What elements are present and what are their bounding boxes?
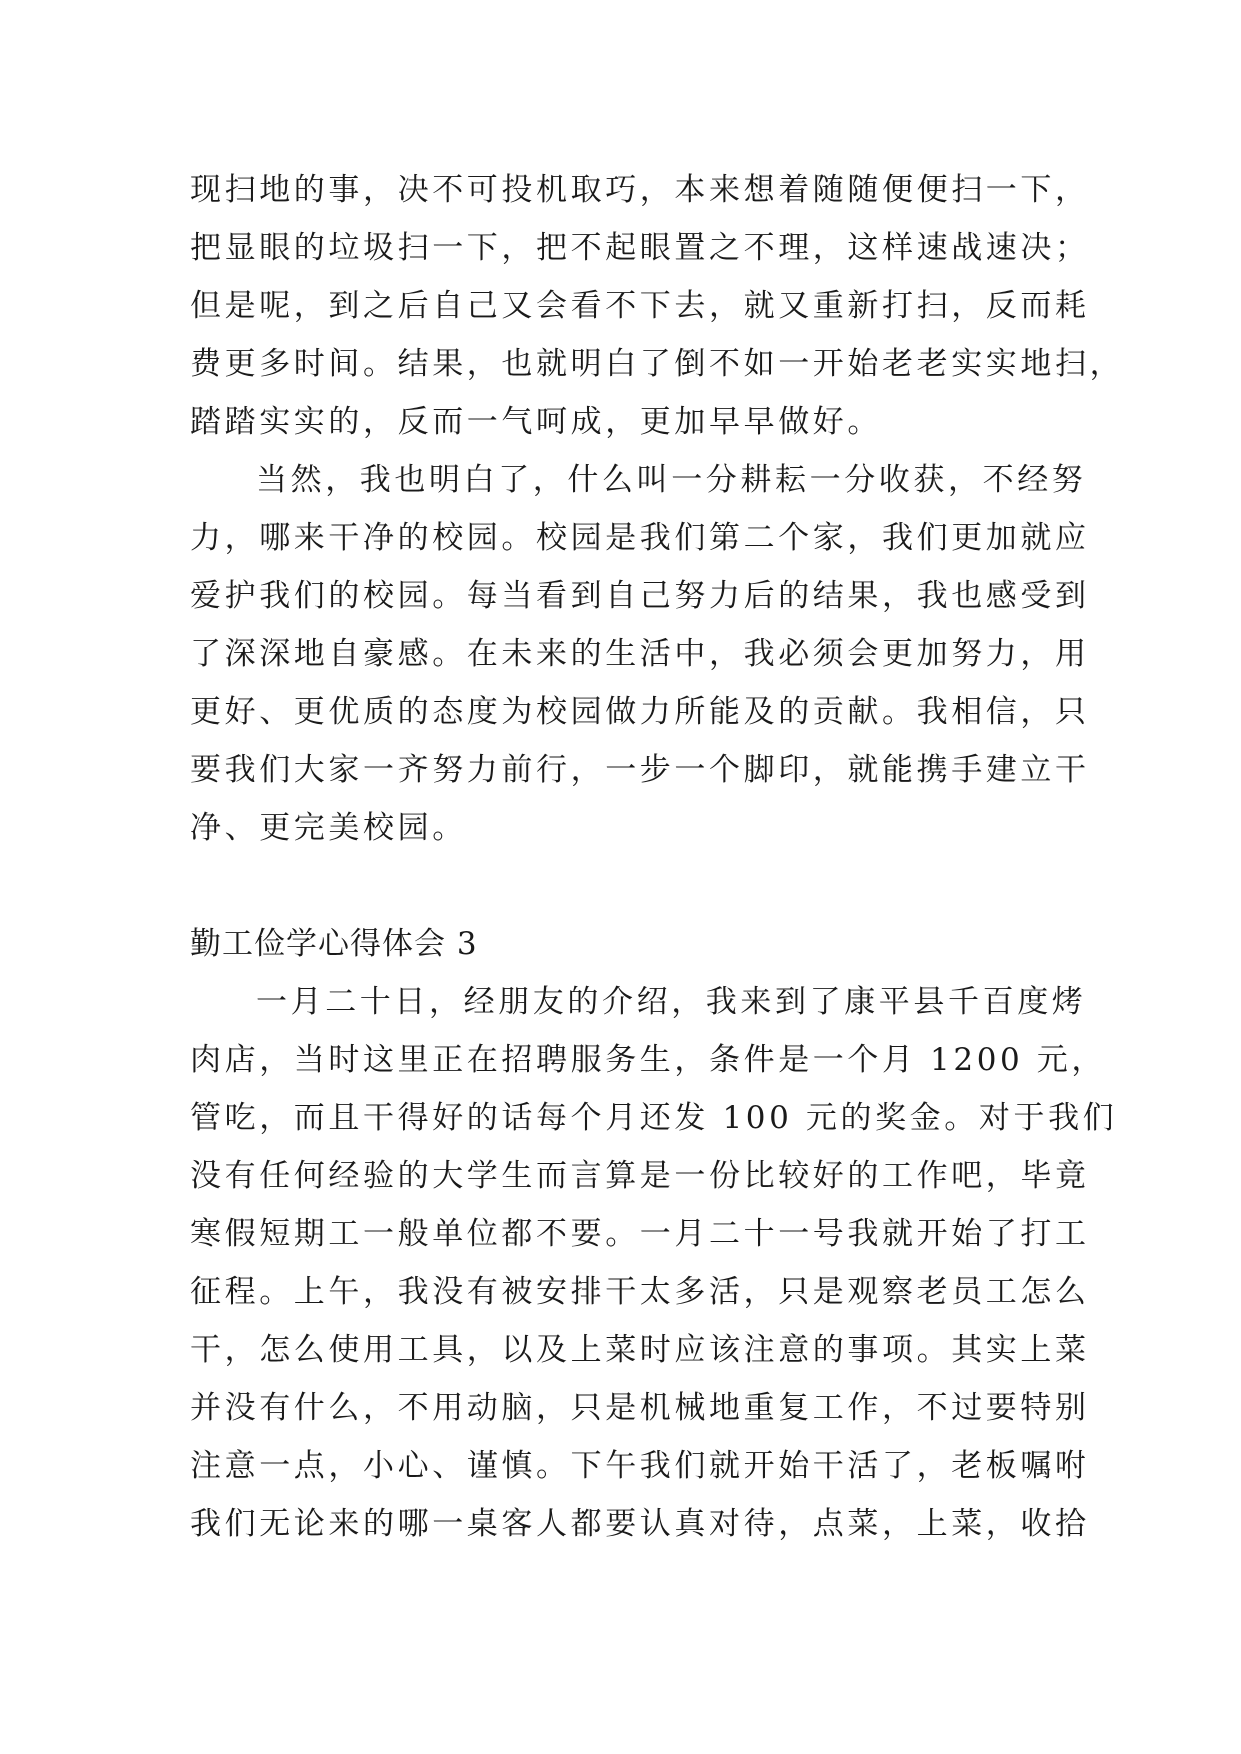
paragraph-line: 征程。上午，我没有被安排干太多活，只是观察老员工怎么 [190, 1274, 1090, 1310]
paragraph-line: 净、更完美校园。 [190, 810, 467, 846]
paragraph-line: 肉店，当时这里正在招聘服务生，条件是一个月 1200 元， [190, 1042, 1106, 1078]
paragraph-line: 一月二十日，经朋友的介绍，我来到了康平县千百度烤 [256, 984, 1087, 1020]
paragraph-line: 现扫地的事，决不可投机取巧，本来想着随随便便扫一下， [190, 172, 1090, 208]
paragraph-line: 管吃，而且干得好的话每个月还发 100 元的奖金。对于我们 [190, 1100, 1118, 1136]
paragraph-line: 把显眼的垃圾扫一下，把不起眼置之不理，这样速战速决； [190, 230, 1090, 266]
paragraph-line: 我们无论来的哪一桌客人都要认真对待，点菜，上菜，收拾 [190, 1506, 1090, 1542]
paragraph-line: 没有任何经验的大学生而言算是一份比较好的工作吧，毕竟 [190, 1158, 1090, 1194]
paragraph-line: 更好、更优质的态度为校园做力所能及的贡献。我相信，只 [190, 694, 1090, 730]
paragraph-line: 当然，我也明白了，什么叫一分耕耘一分收获，不经努 [256, 462, 1087, 498]
paragraph-line: 寒假短期工一般单位都不要。一月二十一号我就开始了打工 [190, 1216, 1090, 1252]
paragraph-line: 力，哪来干净的校园。校园是我们第二个家，我们更加就应 [190, 520, 1090, 556]
paragraph-line: 要我们大家一齐努力前行，一步一个脚印，就能携手建立干 [190, 752, 1090, 788]
paragraph-line: 了深深地自豪感。在未来的生活中，我必须会更加努力，用 [190, 636, 1090, 672]
paragraph-line: 踏踏实实的，反而一气呵成，更加早早做好。 [190, 404, 882, 440]
paragraph-line: 并没有什么，不用动脑，只是机械地重复工作，不过要特别 [190, 1390, 1090, 1426]
paragraph-line: 注意一点，小心、谨慎。下午我们就开始干活了，老板嘱咐 [190, 1448, 1090, 1484]
paragraph-line: 费更多时间。结果，也就明白了倒不如一开始老老实实地扫， [190, 346, 1125, 382]
paragraph-line: 但是呢，到之后自己又会看不下去，就又重新打扫，反而耗 [190, 288, 1090, 324]
paragraph-line: 干，怎么使用工具，以及上菜时应该注意的事项。其实上菜 [190, 1332, 1090, 1368]
section-heading: 勤工俭学心得体会 3 [190, 926, 478, 962]
paragraph-line: 爱护我们的校园。每当看到自己努力后的结果，我也感受到 [190, 578, 1090, 614]
